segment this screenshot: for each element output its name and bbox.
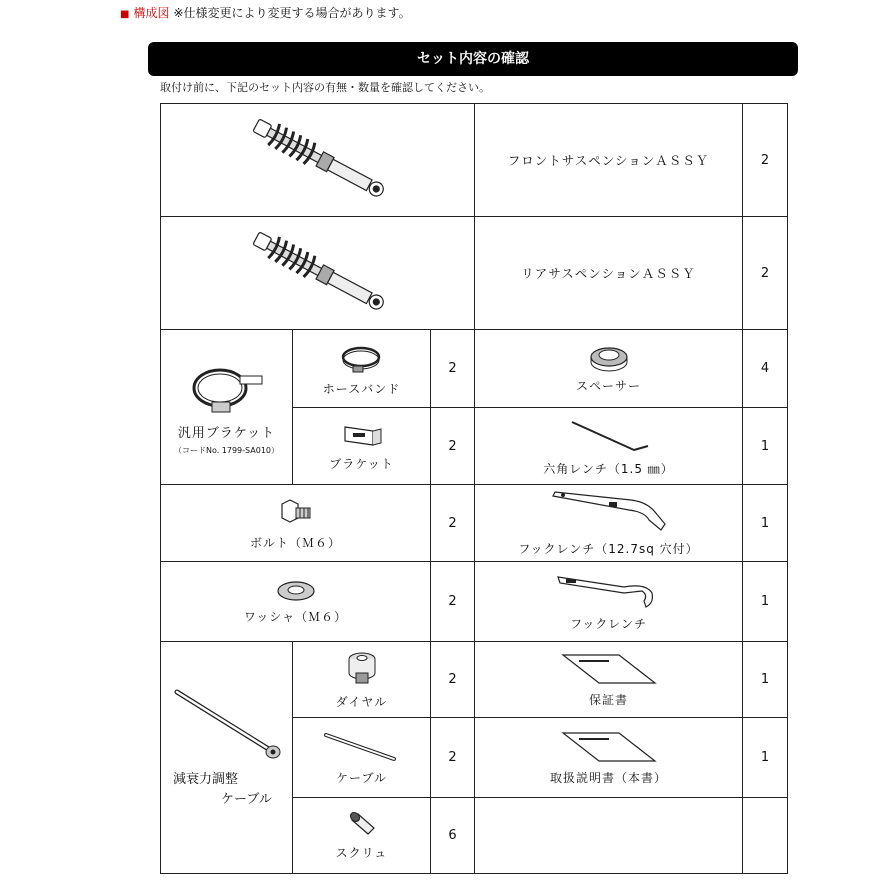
universal-bracket-label: 汎用ブラケット (177, 426, 276, 441)
table-row (161, 330, 788, 408)
damping-cable-line1: 減衰力調整 (173, 772, 239, 787)
hook-wrench-label: フックレンチ (570, 617, 647, 631)
screw-icon (344, 810, 380, 840)
screw-qty: 6 (448, 828, 457, 843)
parts-table (160, 103, 788, 874)
dial-label: ダイヤル (335, 695, 388, 709)
hose-band-qty-cell (431, 330, 475, 408)
spacer-icon (587, 343, 631, 373)
hook-wrench-icon (554, 571, 664, 611)
hook-wrench-hole-icon (549, 490, 669, 536)
warranty-icon (559, 651, 659, 687)
section-banner (148, 42, 798, 76)
empty-qty-cell (743, 798, 788, 874)
cable-qty: 2 (448, 750, 457, 765)
hose-band-cell (293, 330, 431, 408)
damping-cable-cell (161, 642, 293, 874)
rear-suspension-name-cell (475, 217, 743, 330)
damping-cable-line2: ケーブル (221, 792, 272, 807)
manual-icon (559, 729, 659, 765)
hook-wrench-hole-qty-cell (743, 485, 788, 562)
universal-bracket-icon (182, 358, 272, 418)
hex-wrench-label: 六角レンチ（1.5 ㎜） (543, 461, 674, 476)
hose-band-qty: 2 (448, 361, 457, 376)
washer-qty-cell (431, 562, 475, 642)
spacer-qty: 4 (760, 361, 770, 376)
spacer-cell (475, 330, 743, 408)
note-text: ※仕様変更により変更する場合があります。 (173, 6, 411, 20)
hose-band-icon (337, 340, 387, 376)
front-suspension-icon (228, 106, 408, 211)
warranty-qty: 1 (760, 672, 770, 687)
front-suspension-label: フロントサスペンションＡＳＳＹ (507, 153, 710, 168)
universal-bracket-code: （コードNo. 1799-SA010） (173, 446, 280, 455)
damping-cable-icon (167, 678, 287, 778)
cable-label: ケーブル (336, 771, 387, 785)
warranty-label: 保証書 (589, 693, 629, 707)
hex-wrench-cell (475, 408, 743, 485)
hex-wrench-icon (564, 416, 654, 456)
washer-icon (273, 578, 319, 604)
hook-wrench-hole-label: フックレンチ（12.7sq 穴付） (518, 541, 699, 556)
rear-suspension-icon (228, 219, 408, 324)
warranty-cell (475, 642, 743, 718)
universal-bracket-cell (161, 330, 293, 485)
screw-cell (293, 798, 431, 874)
dial-icon (342, 649, 382, 689)
table-row (161, 104, 788, 217)
empty-cell (475, 798, 743, 874)
front-suspension-qty-cell (743, 104, 788, 217)
rear-suspension-qty: 2 (760, 265, 770, 281)
bracket-label: ブラケット (329, 456, 394, 471)
bolt-cell (161, 485, 431, 562)
washer-qty: 2 (448, 594, 457, 609)
spec-change-note (120, 5, 411, 23)
manual-qty: 1 (760, 750, 770, 765)
spacer-label: スペーサー (576, 379, 642, 393)
dial-qty-cell (431, 642, 475, 718)
hex-wrench-qty-cell (743, 408, 788, 485)
banner-title: セット内容の確認 (417, 51, 529, 67)
bracket-qty-cell (431, 408, 475, 485)
dial-qty: 2 (448, 672, 457, 687)
hook-wrench-qty-cell (743, 562, 788, 642)
hose-band-label: ホースバンド (322, 382, 401, 396)
bolt-icon (276, 496, 316, 530)
manual-label: 取扱説明書（本書） (550, 771, 668, 785)
bracket-cell (293, 408, 431, 485)
front-suspension-name-cell (475, 104, 743, 217)
hook-wrench-cell (475, 562, 743, 642)
screw-label: スクリュ (335, 846, 388, 860)
table-row (161, 217, 788, 330)
table-row (161, 642, 788, 718)
diagram-link[interactable]: 構成図 (133, 6, 170, 20)
dial-cell (293, 642, 431, 718)
rear-suspension-label: リアサスペンションＡＳＳＹ (521, 266, 696, 281)
rear-suspension-image-cell (161, 217, 475, 330)
spacer-qty-cell (743, 330, 788, 408)
bracket-qty: 2 (448, 438, 457, 454)
bullet-square-icon: ■ (120, 9, 130, 20)
manual-qty-cell (743, 718, 788, 798)
rear-suspension-qty-cell (743, 217, 788, 330)
washer-label: ワッシャ（Ｍ６） (243, 610, 348, 624)
hook-wrench-hole-qty: 1 (760, 515, 770, 531)
bracket-icon (339, 421, 385, 451)
bolt-qty: 2 (448, 515, 457, 531)
bolt-label: ボルト（Ｍ６） (249, 535, 341, 550)
screw-qty-cell (431, 798, 475, 874)
table-row (161, 485, 788, 562)
front-suspension-qty: 2 (760, 152, 770, 168)
cable-cell (293, 718, 431, 798)
cable-qty-cell (431, 718, 475, 798)
bolt-qty-cell (431, 485, 475, 562)
cable-icon (322, 729, 402, 765)
warranty-qty-cell (743, 642, 788, 718)
hook-wrench-qty: 1 (760, 594, 770, 609)
washer-cell (161, 562, 431, 642)
hook-wrench-hole-cell (475, 485, 743, 562)
hex-wrench-qty: 1 (760, 438, 770, 454)
front-suspension-image-cell (161, 104, 475, 217)
instruction-text: 取付け前に、下記のセット内容の有無・数量を確認してください。 (160, 81, 490, 94)
manual-cell (475, 718, 743, 798)
table-row (161, 562, 788, 642)
damping-cable-label (173, 770, 272, 810)
